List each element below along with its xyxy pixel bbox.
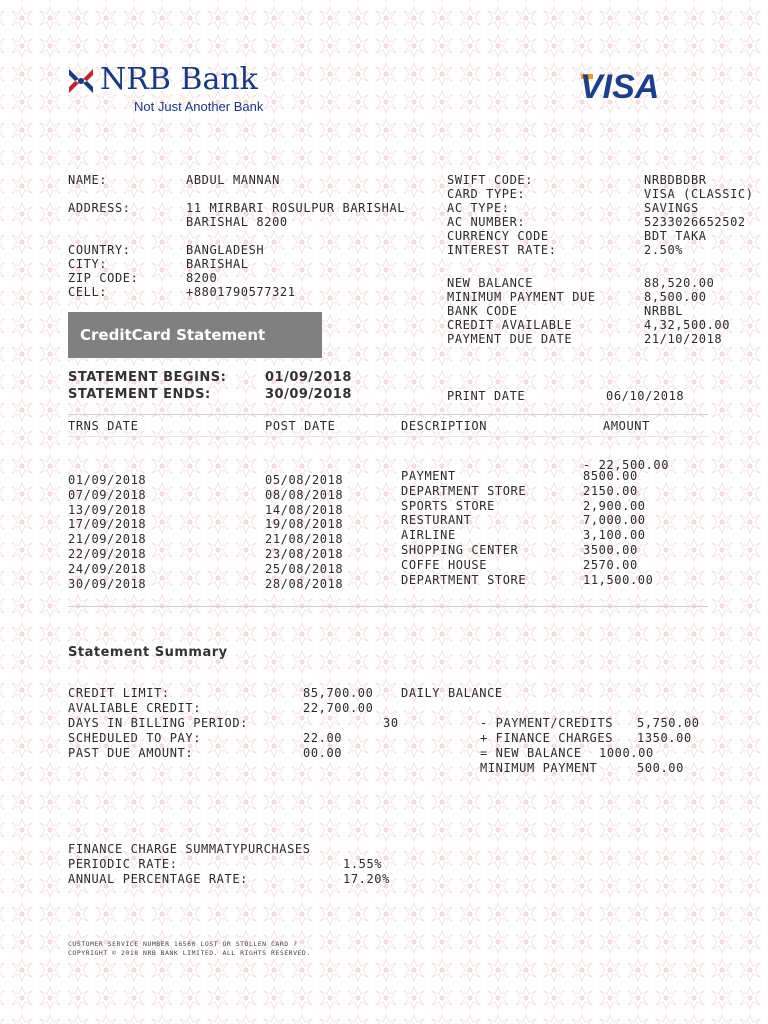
- amount-cell: 7,000.00: [583, 513, 646, 528]
- statement-banner: [68, 312, 322, 358]
- trns-date-cell: 21/09/2018: [68, 532, 147, 547]
- country-label: COUNTRY:: [68, 243, 131, 257]
- scheduled-label: SCHEDULED TO PAY:: [68, 731, 202, 745]
- nrb-star-logo-icon: [66, 66, 96, 96]
- credit-available-value: 4,32,500.00: [644, 318, 731, 332]
- post-date-cell: 05/08/2018: [265, 473, 344, 487]
- description-cell: SPORTS STORE: [401, 498, 495, 513]
- amount-cell: 8500.00: [583, 469, 638, 483]
- print-date-value: 06/10/2018: [606, 389, 685, 403]
- min-payment-label: MINIMUM PAYMENT DUE: [447, 290, 596, 304]
- swift-label: SWIFT CODE:: [447, 173, 534, 187]
- statement-begins-value: 01/09/2018: [265, 370, 352, 385]
- credit-available-label: CREDIT AVAILABLE: [447, 318, 573, 332]
- new-balance-value: 88,520.00: [644, 276, 715, 290]
- statement-banner-title: CreditCard Statement: [80, 326, 266, 344]
- finance-title: FINANCE CHARGE SUMMATYPURCHASES: [68, 842, 311, 856]
- min-payment-value: 8,500.00: [644, 290, 707, 304]
- past-due-label: PAST DUE AMOUNT:: [68, 746, 194, 760]
- address-label: ADDRESS:: [68, 201, 131, 215]
- address-line2: BARISHAL 8200: [186, 215, 288, 229]
- available-credit-label: AVALIABLE CREDIT:: [68, 701, 202, 715]
- scheduled-value: 22.00: [303, 731, 343, 745]
- description-cell: SHOPPING CENTER: [401, 543, 519, 557]
- ac-number-value: 5233026652502: [644, 215, 746, 229]
- past-due-value: 00.00: [303, 746, 343, 760]
- currency-value: BDT TAKA: [644, 229, 707, 243]
- summary-new-balance-label: = NEW BALANCE: [480, 746, 582, 760]
- post-date-cell: 23/08/2018: [265, 547, 344, 561]
- divider-bottom: [68, 606, 708, 607]
- post-date-cell: 28/08/2018: [265, 576, 344, 591]
- address-line1: 11 MIRBARI ROSULPUR BARISHAL: [186, 201, 406, 215]
- ac-type-label: AC TYPE:: [447, 201, 510, 215]
- due-date-label: PAYMENT DUE DATE: [447, 332, 573, 346]
- trns-date-cell: 22/09/2018: [68, 547, 147, 561]
- due-date-value: 21/10/2018: [644, 332, 723, 346]
- summary-title: Statement Summary: [68, 645, 228, 660]
- divider-header: [68, 436, 708, 437]
- statement-ends-value: 30/09/2018: [265, 387, 352, 402]
- card-type-label: CARD TYPE:: [447, 187, 526, 201]
- description-cell: DEPARTMENT STORE: [401, 483, 527, 498]
- statement-begins-label: STATEMENT BEGINS:: [68, 370, 227, 385]
- city-value: BARISHAL: [186, 257, 249, 271]
- visa-logo: VISA: [580, 68, 660, 106]
- post-date-cell: 25/08/2018: [265, 561, 344, 576]
- trns-date-cell: 30/09/2018: [68, 576, 147, 591]
- minimum-payment-value: 500.00: [637, 761, 684, 775]
- zip-label: ZIP CODE:: [68, 271, 139, 285]
- ac-number-label: AC NUMBER:: [447, 215, 526, 229]
- payment-credits-value: 5,750.00: [637, 716, 700, 730]
- new-balance-label: NEW BALANCE: [447, 276, 534, 290]
- description-cell: AIRLINE: [401, 528, 456, 543]
- trns-date-cell: 01/09/2018: [68, 473, 147, 487]
- col-header-post-date: POST DATE: [265, 419, 336, 433]
- payment-credits-label: - PAYMENT/CREDITS: [480, 716, 614, 730]
- col-header-amount: AMOUNT: [603, 419, 650, 433]
- billing-days-label: DAYS IN BILLING PERIOD:: [68, 716, 248, 730]
- amount-cell: 3500.00: [583, 543, 638, 557]
- apr-value: 17.20%: [343, 872, 390, 886]
- available-credit-value: 22,700.00: [303, 701, 374, 715]
- cell-value: +8801790577321: [186, 285, 296, 299]
- amount-cell: 3,100.00: [583, 528, 646, 543]
- description-cell: DEPARTMENT STORE: [401, 572, 527, 587]
- col-header-description: DESCRIPTION: [401, 419, 488, 433]
- city-label: CITY:: [68, 257, 108, 271]
- currency-label: CURRENCY CODE: [447, 229, 549, 243]
- col-header-trns-date: TRNS DATE: [68, 419, 139, 433]
- customer-name: ABDUL MANNAN: [186, 173, 280, 187]
- description-cell: PAYMENT: [401, 469, 456, 483]
- bank-tagline: Not Just Another Bank: [134, 99, 264, 114]
- footer-line1: CUSTOMER SERVICE NUMBER 16560 LOST OR STOLLEN CARD ?: [68, 940, 298, 948]
- zip-value: 8200: [186, 271, 218, 285]
- finance-charges-value: 1350.00: [637, 731, 692, 745]
- amount-cell: 11,500.00: [583, 572, 654, 587]
- interest-label: INTEREST RATE:: [447, 243, 557, 257]
- bank-code-value: NRBBL: [644, 304, 684, 318]
- description-cell: COFFE HOUSE: [401, 557, 488, 572]
- apr-label: ANNUAL PERCENTAGE RATE:: [68, 872, 248, 886]
- bank-code-label: BANK CODE: [447, 304, 518, 318]
- ac-type-value: SAVINGS: [644, 201, 699, 215]
- statement-ends-label: STATEMENT ENDS:: [68, 387, 211, 402]
- summary-new-balance-value: 1000.00: [599, 746, 654, 760]
- country-value: BANGLADESH: [186, 243, 265, 257]
- description-cell: RESTURANT: [401, 513, 472, 528]
- footer-line2: COPYRIGHT © 2018 NRB BANK LIMITED. ALL RIGHTS RESERVED.: [68, 949, 311, 957]
- finance-charges-label: + FINANCE CHARGES: [480, 731, 614, 745]
- credit-limit-label: CREDIT LIMIT:: [68, 686, 170, 700]
- post-date-cell: 08/08/2018: [265, 487, 344, 502]
- billing-days-value: 30: [383, 716, 399, 730]
- cell-label: CELL:: [68, 285, 108, 299]
- periodic-rate-value: 1.55%: [343, 857, 383, 871]
- name-label: NAME:: [68, 173, 108, 187]
- trns-date-cell: 17/09/2018: [68, 517, 147, 532]
- card-type-value: VISA (CLASSIC): [644, 187, 754, 201]
- amount-cell: 2150.00: [583, 483, 638, 498]
- print-date-label: PRINT DATE: [447, 389, 526, 403]
- opening-amount: - 22,500.00: [583, 458, 670, 472]
- post-date-cell: 21/08/2018: [265, 532, 344, 547]
- amount-cell: 2,900.00: [583, 498, 646, 513]
- credit-limit-value: 85,700.00: [303, 686, 374, 700]
- daily-balance-label: DAILY BALANCE: [401, 686, 503, 700]
- trns-date-cell: 13/09/2018: [68, 502, 147, 517]
- trns-date-cell: 07/09/2018: [68, 487, 147, 502]
- divider-top: [68, 414, 708, 415]
- post-date-cell: 19/08/2018: [265, 517, 344, 532]
- bank-name: NRB Bank: [100, 62, 258, 97]
- bank-logo: [66, 62, 286, 118]
- amount-cell: 2570.00: [583, 557, 638, 572]
- post-date-cell: 14/08/2018: [265, 502, 344, 517]
- trns-date-cell: 24/09/2018: [68, 561, 147, 576]
- swift-value: NRBDBDBR: [644, 173, 707, 187]
- interest-value: 2.50%: [644, 243, 684, 257]
- minimum-payment-label: MINIMUM PAYMENT: [480, 761, 598, 775]
- periodic-rate-label: PERIODIC RATE:: [68, 857, 178, 871]
